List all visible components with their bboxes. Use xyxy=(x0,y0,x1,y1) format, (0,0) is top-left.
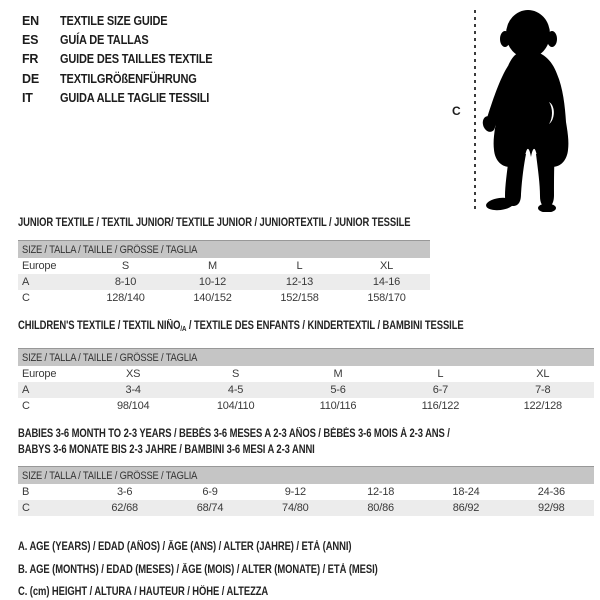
table-row xyxy=(18,484,594,500)
table-cell: 8-10 xyxy=(82,274,169,290)
table-cell: 140/152 xyxy=(193,292,232,304)
size-table-header xyxy=(18,349,594,367)
table-cell: XS xyxy=(126,368,141,380)
table-cell: 18-24 xyxy=(452,486,480,498)
heading-line: BABYS 3-6 MONATE BIS 2-3 JAHRE / BAMBINI 3-6 MESI A 2-3 ANNI xyxy=(18,444,315,456)
table-cell: Europe xyxy=(22,260,57,272)
table-cell: 86/92 xyxy=(423,500,508,516)
language-row-en xyxy=(22,11,233,30)
language-row-es xyxy=(22,30,233,49)
table-cell: 5-6 xyxy=(287,382,389,398)
footnote-text: A. AGE (YEARS) / EDAD (AÑOS) / ÂGE (ANS) / ALTER (JAHRE) / ETÀ (ANNI) xyxy=(18,541,352,554)
table-cell: 74/80 xyxy=(253,500,338,516)
language-title-block xyxy=(22,11,233,107)
table-cell: 92/98 xyxy=(509,500,594,516)
table-cell: 6-9 xyxy=(202,486,218,498)
language-code: FR xyxy=(22,52,39,67)
table-cell: S xyxy=(121,260,130,272)
language-code: EN xyxy=(22,13,39,28)
toddler-silhouette-icon xyxy=(478,6,584,212)
table-cell: 116/122 xyxy=(421,400,460,412)
table-cell: C xyxy=(22,400,30,412)
table-cell: A xyxy=(18,382,82,398)
language-label: TEXTILGRÖßENFÜHRUNG xyxy=(60,71,197,86)
babies-size-table xyxy=(18,466,594,516)
table-row xyxy=(18,290,430,306)
table-cell: 12-18 xyxy=(367,486,395,498)
section-heading-junior: JUNIOR TEXTILE / TEXTIL JUNIOR/ TEXTILE JUNIOR / JUNIORTEXTIL / JUNIOR TESSILE xyxy=(18,217,411,229)
footnotes-block xyxy=(18,536,457,600)
table-cell: L xyxy=(437,368,444,380)
language-row-fr xyxy=(22,50,233,69)
language-code: DE xyxy=(22,71,39,86)
children-size-table xyxy=(18,348,594,414)
table-cell: L xyxy=(296,260,303,272)
table-row xyxy=(18,500,594,516)
table-cell: C xyxy=(18,500,82,516)
table-cell: M xyxy=(208,260,217,272)
language-row-de xyxy=(22,69,233,88)
table-cell: 68/74 xyxy=(167,500,252,516)
size-header-label: SIZE / TALLA / TAILLE / GRÖSSE / TAGLIA xyxy=(22,351,198,364)
language-label: GUIDA ALLE TAGLIE TESSILI xyxy=(60,90,210,105)
table-cell: M xyxy=(333,368,343,380)
table-cell: 12-13 xyxy=(256,274,343,290)
table-cell: 14-16 xyxy=(343,274,430,290)
language-code: IT xyxy=(22,90,33,105)
table-cell: S xyxy=(232,368,240,380)
footnote-b xyxy=(18,558,457,580)
table-row xyxy=(18,366,594,382)
table-cell: Europe xyxy=(22,368,57,380)
language-code: ES xyxy=(22,32,39,47)
table-cell: 152/158 xyxy=(280,292,319,304)
table-cell: 4-5 xyxy=(184,382,286,398)
language-row-it xyxy=(22,88,233,107)
table-cell: 7-8 xyxy=(492,382,594,398)
measure-c-label: C xyxy=(452,104,461,118)
table-cell: 6-7 xyxy=(389,382,491,398)
table-cell: 98/104 xyxy=(116,400,150,412)
table-cell: 9-12 xyxy=(284,486,306,498)
table-cell: 122/128 xyxy=(523,400,562,412)
table-cell: 10-12 xyxy=(169,274,256,290)
heading-text: / TEXTILE DES ENFANTS / KINDERTEXTIL / BAMBINI TESSILE xyxy=(186,320,464,332)
table-cell: 24-36 xyxy=(537,486,565,498)
table-cell: A xyxy=(18,274,82,290)
table-cell: 128/140 xyxy=(106,292,145,304)
footnote-text: C. (cm) HEIGHT / ALTURA / HAUTEUR / HÖHE / ALTEZZA xyxy=(18,585,269,598)
heading-subscript: /A xyxy=(180,324,187,333)
heading-line: BABIES 3-6 MONTH TO 2-3 YEARS / BEBÉS 3-6 MESES A 2-3 AÑOS / BÉBÉS 3-6 MOIS À 2-3 ANS / xyxy=(18,428,450,440)
table-row xyxy=(18,398,594,414)
table-cell: 80/86 xyxy=(338,500,423,516)
language-label: GUÍA DE TALLAS xyxy=(60,32,149,47)
table-row xyxy=(18,258,430,274)
table-row xyxy=(18,274,430,290)
size-table-header xyxy=(18,241,430,259)
footnote-c xyxy=(18,581,457,600)
section-heading-babies xyxy=(18,426,450,458)
language-label: GUIDE DES TAILLES TEXTILE xyxy=(60,52,213,67)
table-cell: 158/170 xyxy=(367,292,406,304)
junior-size-table xyxy=(18,240,430,306)
language-label: TEXTILE SIZE GUIDE xyxy=(60,13,168,28)
table-cell: C xyxy=(22,292,30,304)
section-heading-children xyxy=(18,320,464,333)
heading-text: CHILDREN'S TEXTILE / TEXTIL NIÑO xyxy=(18,320,181,332)
height-dashed-line xyxy=(474,10,476,212)
size-table-header xyxy=(18,467,594,485)
table-cell: B xyxy=(22,486,30,498)
table-cell: XL xyxy=(536,368,550,380)
table-cell: 3-4 xyxy=(82,382,184,398)
table-cell: 3-6 xyxy=(117,486,133,498)
table-row xyxy=(18,382,594,398)
table-cell: 104/110 xyxy=(216,400,255,412)
table-cell: XL xyxy=(379,260,394,272)
table-cell: 62/68 xyxy=(82,500,167,516)
size-header-label: SIZE / TALLA / TAILLE / GRÖSSE / TAGLIA xyxy=(22,243,198,256)
table-cell: 110/116 xyxy=(319,400,357,412)
size-header-label: SIZE / TALLA / TAILLE / GRÖSSE / TAGLIA xyxy=(22,469,198,482)
footnote-text: B. AGE (MONTHS) / EDAD (MESES) / ÂGE (MOIS) / ALTER (MONATE) / ETÀ (MESI) xyxy=(18,563,378,576)
footnote-a xyxy=(18,536,457,558)
